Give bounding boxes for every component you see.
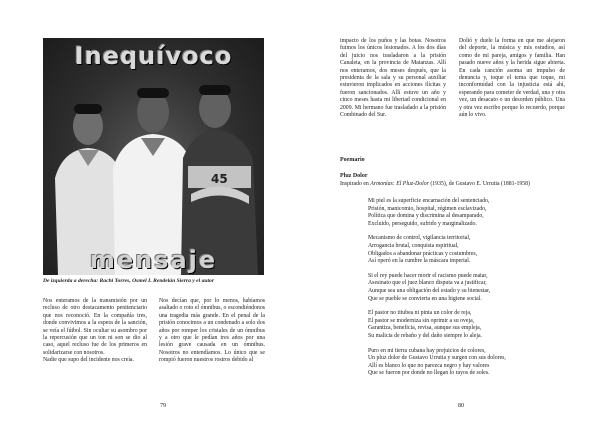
poem-line: Mi piel es la superficie encarnación del sentenciado, <box>368 198 490 204</box>
poem-line: Así operó en la cumbre la máscara imperial. <box>368 258 471 265</box>
poem-stanza <box>368 273 588 303</box>
poem-line: Aunque sea una obligación del estado y su bienestar, <box>368 287 491 294</box>
photo-title-top: Inequívoco <box>74 42 233 70</box>
inspired-suffix: (1935), de Gustavo E. Urrutia (1881-1958) <box>428 181 530 187</box>
poem-stanza <box>368 235 588 265</box>
inspired-prefix: Inspirado en <box>340 181 371 187</box>
section-heading: Poemario <box>340 157 365 163</box>
poem-line: Si el rey puede hacer morir el racismo puede matar, <box>368 272 488 279</box>
poem-line: Garantiza, beneficia, revisa, aunque sus empleja, <box>368 325 482 332</box>
poem-line: Prisión, manicomio, hospital, régimen esclavizado, <box>368 205 487 212</box>
poem-line: Obligados a abandonar prácticas y costumbres, <box>368 250 478 257</box>
poem-line: Mecanismo de control, vigilancia territorial, <box>368 235 471 242</box>
poem-line: Excluido, perseguido, sufrido y marginalizado. <box>368 220 477 227</box>
poem-line: Allí es blanco lo que no parezca negro y hay valores <box>368 362 490 369</box>
left-column-2-text: Nos decían que, por lo menos, habíamos asaltado o roto el ómnibus, o escondiéndonos una tragedia más grande. En el penal de la prisión conocimos a un condenado a solo dos años por romper los cristales de un ómnibus y a otro que le pedían tres años por una lesión grave causada en un ómnibus. Nosotros no entendíamos. Lo único que se rompió fueron nuestros rostros debido al <box>159 298 265 364</box>
photo-title-bottom: mensaje <box>89 246 218 274</box>
poem-title: Pluz Dolor <box>340 173 368 179</box>
jersey-number: 45 <box>211 172 228 186</box>
poem-line: Que se fueron por donde no llegan lo rayos de soles. <box>368 370 490 377</box>
page-number-left: 79 <box>160 403 166 409</box>
poem-line: Que se pueble se convierta en una higiene social. <box>368 295 482 302</box>
right-column-2 <box>459 38 565 119</box>
poem-stanza <box>368 348 588 378</box>
left-man-hair <box>74 104 102 114</box>
right-column-1-text: impacto de los puños y las botas. Nosotros fuimos los únicos lesionados. A los dos días del juicio nos trasladaron a la prisión Canaleta, en la provincia de Matanzas. Allí nos enteramos, dos meses después, que la presidenta de la sala y su personal auxiliar estuvieron implicados en acciones ilícitas y fueron sancionados. Allí estuve un año y cinco meses hasta mi libertad condicional en 2009. Mi hermano fue trasladado a la prisión Combinado del Sur. <box>340 38 446 119</box>
poem-line: Puro en mi tierra cubana hay prejuicios de colores, <box>368 347 486 354</box>
poem-line: El pastor se moderniza sin oprimir a su oveja, <box>368 317 475 324</box>
left-column-1-text: Nos enteramos de la transmisión por un recluso de otro destacamento penitenciario que nos reconoció. En la compañía tres, donde convivimos a la espera de la sanción, se veía el fútbol. Sin ocultar su asombro por la repercusión que un ton ni son se dio al caso, aquel recluso fue de los primeros en solidarizarse con nosotros. Nadie que supo del incidente nos creía. <box>43 298 147 364</box>
poem-line: El pastor no titubea ni pinta un color de reja, <box>368 310 472 317</box>
middle-man-hair <box>137 88 169 98</box>
poem-inspiration-line <box>340 181 530 187</box>
right-man-hair <box>199 85 231 95</box>
poem-line: Política que domina y discrimina al desamparado, <box>368 213 484 220</box>
poem-line: Arrogancia brutal, conquista espiritual, <box>368 242 459 249</box>
poem-line: Asesinato que el juez blanco disputa va a justificar, <box>368 280 487 287</box>
right-column-2-text: Dolió y duele la forma en que me alejaron del deporte, la música y mis estudios, así como de mi pareja, amigos y familia. Han pasado nueve años y la herida sigue abierta. En cada canción asoma un impulso de denuncia y, toque el tema que toque, mi inconformidad con la injusticia está ahí, esperando para cometer de verdad, una y otra vez, un desacato o un desorden público. Una y otra vez escribo porque lo recuerdo, porque aún lo vivo. <box>459 38 565 119</box>
inspired-work: Armonías: El Pluz-Dolor <box>370 181 429 187</box>
cover-photo <box>43 38 264 275</box>
right-column-1 <box>340 38 446 119</box>
photo-caption: De izquierda a derecha: Rachi Torres, Osmel I. Rendelán Sierra y el autor <box>43 278 215 284</box>
poem-stanza <box>368 198 588 228</box>
poem-line: Su malicia de rebaño y del daño siempre lo aleja. <box>368 332 482 339</box>
three-men-illustration <box>43 38 264 275</box>
left-column-2 <box>159 298 265 365</box>
left-column-1 <box>43 298 147 365</box>
poem-body <box>368 198 588 385</box>
poem-stanza <box>368 310 588 340</box>
poem-line: Un pluz dolor de Gustavo Urrutia y surgen con sus dolores, <box>368 355 506 362</box>
page-number-right: 80 <box>458 403 464 409</box>
